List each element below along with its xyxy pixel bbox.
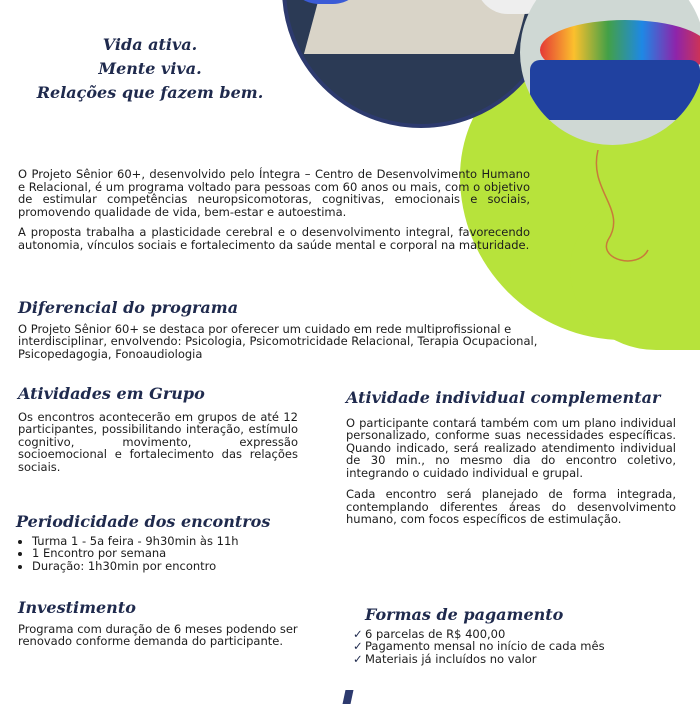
list-item: • Turma 1 - 5a feira - 9h30min às 11h [32, 535, 306, 548]
individual-section [346, 388, 676, 526]
section-title: Formas de pagamento [365, 605, 564, 624]
section-title: Periodicidade dos encontros [16, 512, 271, 531]
section-title: Atividade individual complementar [346, 388, 661, 407]
check-icon: ✓ [353, 639, 363, 653]
section-title: Investimento [18, 598, 136, 617]
periodicidade-section [16, 512, 306, 573]
section-title: Diferencial do programa [18, 298, 239, 317]
payment-list [353, 628, 693, 666]
section-title: Atividades em Grupo [18, 384, 205, 403]
atividades-section [18, 384, 298, 474]
schedule-list [16, 535, 306, 573]
section-text: Os encontros acontecerão em grupos de até 12 participantes, possibilitando interação, estímulo cognitivo, movimento, expressão socioemocional e fortalecimento das relações sociais. [18, 409, 298, 474]
list-item-text: 6 parcelas de R$ 400,00 [365, 626, 506, 641]
intro-paragraph: O Projeto Sênior 60+, desenvolvido pelo Íntegra – Centro de Desenvolvimento Humano e Relacional, é um programa voltado para pessoas com 60 anos ou mais, com o objetivo de estimular competências neuropsicomotoras, cognitivas, emocionais e sociais, promovendo qualidade de vida, bem-estar e autoestima. [18, 167, 530, 219]
diferencial-section [18, 298, 588, 361]
tagline-line: Vida ativa. [102, 35, 198, 54]
list-item-text: Materiais já incluídos no valor [365, 651, 537, 666]
tagline-line: Mente viva. [98, 59, 202, 78]
list-item: • 1 Encontro por semana [32, 547, 306, 560]
tagline [20, 33, 280, 105]
section-text: O participante contará também com um plano individual personalizado, conforme suas necessidades específicas. Quando indicado, será realizado atendimento individual de 30 min., no mesmo dia do encontro coletivo, integrando o cuidado individual e grupal. [346, 415, 676, 480]
list-item-text: Pagamento mensal no início de cada mês [365, 639, 605, 653]
intro-text [18, 168, 530, 259]
section-text: O Projeto Sênior 60+ se destaca por oferecer um cuidado em rede multiprofissional e interdisciplinar, envolvendo: Psicologia, Psicomotricidade Relacional, Terapia Ocupacional, Psicopedagogia, Fonoaudiologia [18, 321, 538, 361]
intro-paragraph: A proposta trabalha a plasticidade cerebral e o desenvolvimento integral, favorecendo autonomia, vínculos sociais e fortalecimento da saúde mental e corporal na maturidade. [18, 225, 530, 252]
list-item: • Duração: 1h30min por encontro [32, 560, 306, 573]
investimento-section [18, 598, 298, 648]
decorative-swirl [588, 150, 678, 270]
section-text: Programa com duração de 6 meses podendo ser renovado conforme demanda do participante. [18, 621, 298, 648]
tagline-line: Relações que fazem bem. [36, 83, 264, 102]
pagamento-section [353, 605, 693, 666]
list-item [353, 653, 693, 666]
logo-mark [343, 690, 354, 704]
check-icon: ✓ [353, 651, 363, 666]
section-text: Cada encontro será planejado de forma integrada, contemplando diferentes áreas do desenvolvimento humano, com focos específicos de estimulação. [346, 487, 676, 526]
check-icon: ✓ [353, 626, 363, 641]
